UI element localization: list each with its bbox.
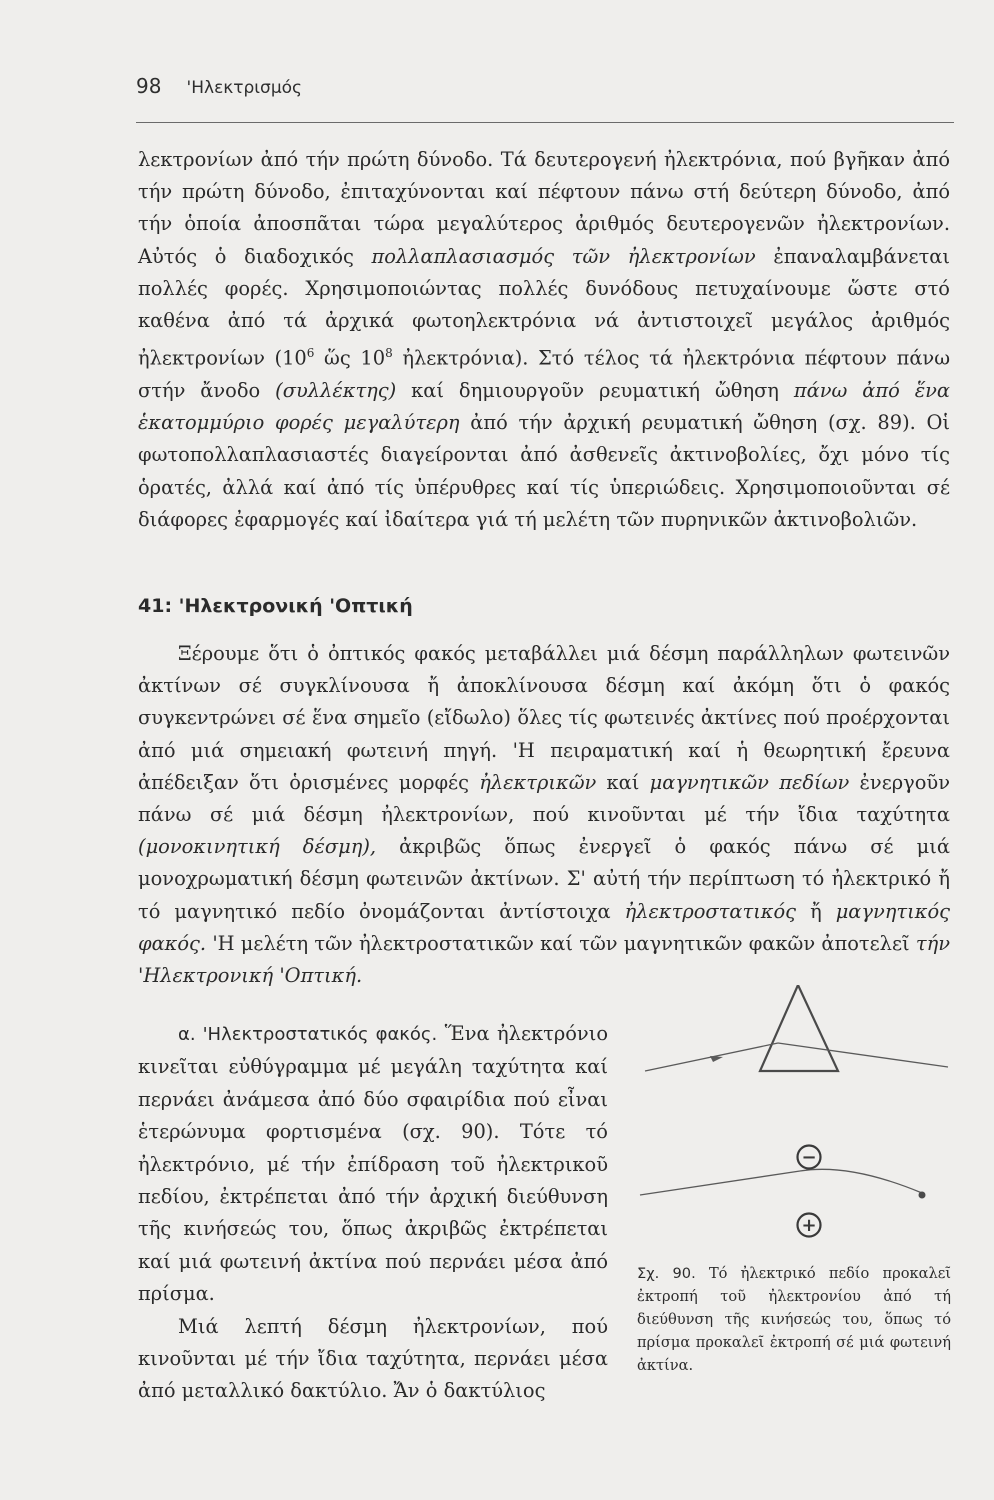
minus-sign: − <box>801 1147 817 1168</box>
p1-text-3: ὥς 10 <box>314 346 386 370</box>
page-number: 98 <box>136 74 162 98</box>
header-rule <box>136 122 954 123</box>
p1-text-5: καί δημιουργοῦν ρευματική ὤθηση <box>396 378 794 402</box>
plus-sign: + <box>801 1215 817 1236</box>
caption-text: Τό ἠλεκτρικό πεδίο προκαλεῖ ἐκτροπή τοῦ ἠλεκτρονίου ἀπό τή διεύθυνση τῆς κινήσεώς του, ὅπως τό πρίσμα προκαλεῖ ἐκτροπή σέ μιά φωτεινή ἀκτίνα. <box>637 1265 951 1374</box>
running-title: 'Ηλεκτρισμός <box>186 78 303 98</box>
incoming-electron-path <box>640 1171 800 1195</box>
p4-text: Μιά λεπτή δέσμη ἠλεκτρονίων, πού κινοῦνται μέ τήν ἴδια ταχύτητα, περνάει μέσα ἀπό μεταλλικό δακτύλιο. Ἄν ὁ δακτύλιος <box>138 1314 608 1403</box>
p2-text-4: ἀκριβῶς ὅπως ἐνεργεῖ ὁ φακός πάνω σέ μιά μονοχρωματική δέσμη φωτεινῶν ἀκτίνων. Σ' αὐτή τήν περίπτωση τό ἠλεκτρικό ἤ τό μαγνητικό πεδίο ὀνομάζονται ἀντίστοιχα <box>138 835 950 923</box>
p1-emph-3: πάνω ἀπό ἕνα ἑκατομμύριο φορές μεγαλύτερη <box>138 378 950 435</box>
p1-text-6: ἀπό τήν ἀρχική ρευματική ὤθηση (σχ. 89). Οἱ φωτοπολλαπλασιαστές διαγείρονται ἀπό ἀσθενεῖς ἀκτινοβολίες, ὄχι μόνο τίς ὁρατές, ἀλλά καί ἀπό τίς ὑπέρυθρες καί τίς ὑπεριώδεις. Χρησιμοποιοῦνται σέ διάφορες ἐφαρμογές καί ἰδαίτερα γιά τή μελέτη τῶν πυρηνικῶν ἀκτινοβολιῶν. <box>138 411 951 531</box>
p2-text-3: ἐνεργοῦν πάνω σέ μιά δέσμη ἠλεκτρονίων, πού κινοῦνται μέ τήν ἴδια ταχύτητα <box>138 770 950 827</box>
p2-emph-2: μαγνητικῶν πεδίων <box>649 770 850 794</box>
deflected-electron-path <box>800 1169 922 1193</box>
caption-label: Σχ. 90. <box>637 1265 696 1282</box>
p2-emph-1: ἠλεκτρικῶν <box>479 770 597 794</box>
paragraph-electrostatic-lens <box>138 1018 608 1408</box>
refracted-light-ray <box>778 1043 948 1067</box>
p2-text-2: καί <box>596 770 650 794</box>
p2-text-1: Ξέρουμε ὅτι ὁ ὀπτικός φακός μεταβάλλει μιά δέσμη παράλληλων φωτεινῶν ἀκτίνων σέ συγκλίνουσα ἤ ἀποκλίνουσα δέσμη καί ἀκόμη ὅτι ὁ φακός συγκεντρώνει σέ ἕνα σημεῖο (εἴδωλο) ὅλες τίς φωτεινές ἀκτίνες πού προέρχονται ἀπό μιά σημειακή φωτεινή πηγή. 'Η πειραματική καί ἡ θεωρητική ἔρευνα ἀπέδειξαν ὅτι ὁρισμένες μορφές <box>138 642 950 794</box>
prism-triangle <box>760 985 838 1071</box>
p1-emph-1: πολλαπλασιασμός τῶν ἠλεκτρονίων <box>371 244 756 268</box>
p3-text: Ἕνα ἠλεκτρόνιο κινεῖται εὐθύγραμμα μέ μεγάλη ταχύτητα καί περνάει ἀνάμεσα ἀπό δύο σφαιρίδια πού εἶναι ἑτερώνυμα φορτισμένα (σχ. 90). Τότε τό ἠλεκτρόνιο, μέ τήν ἐπίδραση τοῦ ἠλεκτρικοῦ πεδίου, ἐκτρέπεται ἀπό τήν ἀρχική διεύθυνση τῆς κινήσεώς του, ὅπως ἀκριβῶς ἐκτρέπεται καί μιά φωτεινή ἀκτίνα πού περνάει μέσα ἀπό πρίσμα. <box>138 1022 608 1306</box>
p2-text-5: ἤ <box>796 899 836 923</box>
p2-emph-4: ἠλεκτροστατικός <box>624 899 797 923</box>
p1-text-2: ἐπαναλαμβάνεται πολλές φορές. Χρησιμοποιώντας πολλές δυνόδους πετυχαίνουμε ὥστε στό καθένα ἀπό τά ἀρχικά φωτοηλεκτρόνια νά ἀντιστοιχεῖ μεγάλος ἀριθμός ἠλεκτρονίων (10 <box>138 244 950 370</box>
p1-sup-1: 6 <box>306 346 315 361</box>
subsection-label: α. 'Ηλεκτροστατικός φακός. <box>178 1024 438 1045</box>
p2-text-6: 'Η μελέτη τῶν ἠλεκτροστατικῶν καί τῶν μαγνητικῶν φακῶν ἀποτελεῖ <box>206 931 916 955</box>
p1-emph-2: (συλλέκτης) <box>275 378 397 402</box>
figure-caption <box>637 1262 951 1377</box>
paragraph-electron-optics <box>138 638 950 992</box>
section-heading: 41: 'Ηλεκτρονική 'Οπτική <box>138 595 413 617</box>
paragraph-photomultiplier <box>138 144 950 536</box>
p2-emph-5: μαγνητικός φακός. <box>138 899 950 955</box>
p2-emph-6: τήν 'Ηλεκτρονική 'Οπτική. <box>138 931 950 988</box>
ray-arrowhead <box>710 1056 723 1062</box>
p1-sup-2: 8 <box>385 346 393 361</box>
p1-text-4: ἠλεκτρόνια). Στό τέλος τά ἠλεκτρόνια πέφτουν πάνω στήν ἄνοδο <box>138 346 951 402</box>
p2-emph-3: (μονοκινητική δέσμη), <box>138 835 377 859</box>
electron-dot <box>919 1192 926 1199</box>
p1-text-1: λεκτρονίων ἀπό τήν πρώτη δύνοδο. Τά δευτερογενή ἠλεκτρόνια, πού βγῆκαν ἀπό τήν πρώτη δύνοδο, ἐπιταχύνονται καί πέφτουν πάνω στή δεύτερη δύνοδο, ἀπό τήν ὁποία ἀποσπᾶται τώρα μεγαλύτερος ἀριθμός δευτερογενῶν ἠλεκτρονίων. Αὐτός ὁ διαδοχικός <box>138 148 950 268</box>
figure-90 <box>630 985 950 1245</box>
running-header <box>136 74 302 98</box>
